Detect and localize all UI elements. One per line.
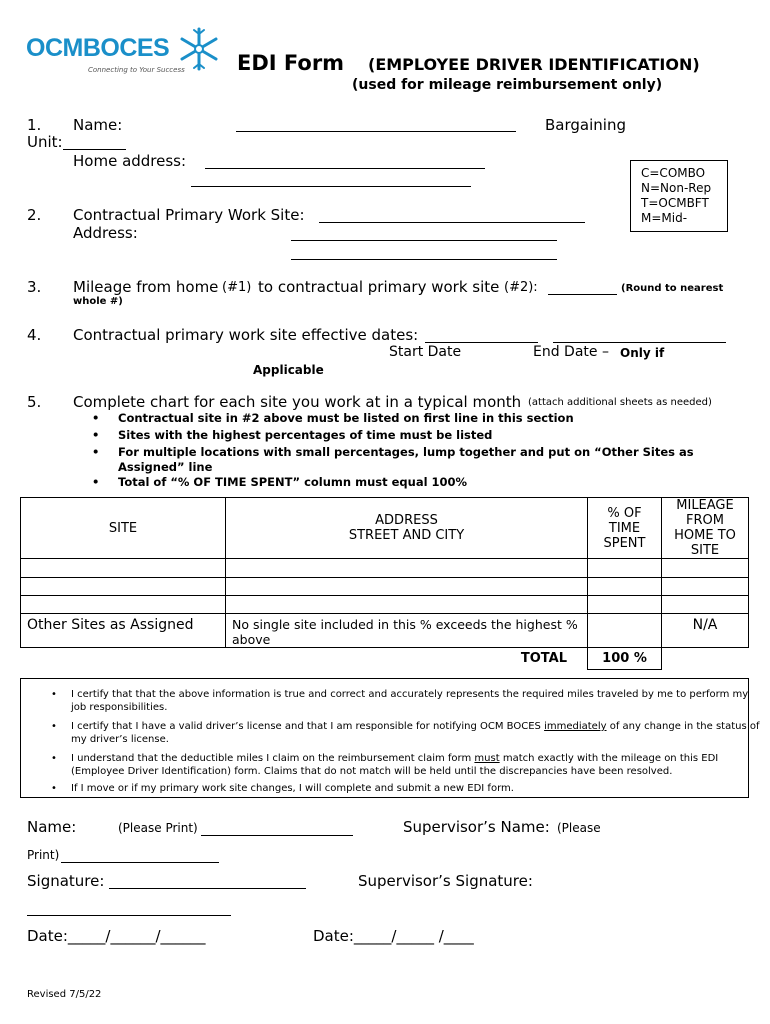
other-sites-label: Other Sites as Assigned bbox=[21, 614, 226, 648]
total-row bbox=[21, 648, 749, 670]
list-item: • Sites with the highest percentages of time must be listed bbox=[92, 428, 493, 442]
effective-dates-label: Contractual primary work site effective dates: bbox=[73, 326, 419, 344]
supervisor-date-field[interactable]: Date:_____/_____ /____ bbox=[313, 927, 474, 945]
list-item: • I understand that the deductible miles I claim on the reimbursement claim form must match exactly with the mileage on this EDI (Employee Driver Identification) form. Claims that do not match will be held until the discrepancies have been resolved. bbox=[51, 753, 719, 777]
supervisor-name-field[interactable] bbox=[61, 862, 219, 863]
col-address-header: ADDRESS STREET AND CITY bbox=[226, 498, 588, 559]
legend-item: N=Non-Rep bbox=[641, 181, 712, 195]
section4-number: 4. bbox=[27, 326, 42, 344]
table-row[interactable] bbox=[21, 578, 749, 596]
section2-number: 2. bbox=[27, 206, 42, 224]
other-sites-time[interactable] bbox=[588, 614, 662, 648]
round-note-b: whole #) bbox=[73, 296, 123, 307]
supervisor-signature-label: Supervisor’s Signature: bbox=[358, 872, 533, 890]
supervisor-signature-field[interactable] bbox=[27, 915, 231, 916]
print-name-field[interactable] bbox=[201, 835, 353, 836]
sig-name-label: Name: bbox=[27, 818, 77, 836]
name-field[interactable] bbox=[236, 131, 516, 132]
home-address-field-2[interactable] bbox=[191, 186, 471, 187]
end-date-field[interactable] bbox=[553, 342, 726, 343]
chart-instructions: Complete chart for each site you work at in a typical month bbox=[73, 393, 522, 411]
form-title: (EMPLOYEE DRIVER IDENTIFICATION) bbox=[368, 55, 700, 74]
supervisor-print-label: Print) bbox=[27, 848, 60, 862]
certification-box bbox=[20, 678, 760, 798]
legend-item: T=OCMBFT bbox=[641, 196, 709, 210]
total-label: TOTAL bbox=[226, 648, 588, 670]
name-label: Name: bbox=[73, 116, 123, 134]
signature-field[interactable] bbox=[109, 888, 306, 889]
home-address-field-1[interactable] bbox=[205, 168, 485, 169]
col-mileage-header: MILEAGE FROM HOME TO SITE bbox=[662, 498, 749, 559]
home-address-label: Home address: bbox=[73, 152, 187, 170]
bargaining-label: Bargaining bbox=[545, 116, 626, 134]
start-date-label: Start Date bbox=[389, 344, 462, 360]
applicable-label: Applicable bbox=[253, 363, 324, 377]
section3-number: 3. bbox=[27, 278, 42, 296]
list-item: • If I move or if my primary work site changes, I will complete and submit a new EDI form. bbox=[51, 783, 514, 794]
table-row[interactable] bbox=[21, 559, 749, 578]
logo-text: OCMBOCES bbox=[26, 34, 170, 62]
section5-number: 5. bbox=[27, 393, 42, 411]
instruction-list bbox=[92, 411, 698, 490]
round-note-a: (Round to nearest bbox=[621, 283, 724, 294]
work-site-field[interactable] bbox=[319, 222, 585, 223]
sites-table bbox=[20, 497, 749, 670]
work-address-field-1[interactable] bbox=[291, 240, 557, 241]
unit-label: Unit: bbox=[27, 133, 63, 151]
other-sites-mileage: N/A bbox=[662, 614, 749, 648]
table-header-row bbox=[21, 498, 749, 559]
total-value: 100 % bbox=[588, 648, 662, 670]
list-item: • I certify that that the above information is true and correct and accurately represents the required miles traveled by me to perform my job responsibilities. bbox=[51, 689, 749, 713]
work-address-field-2[interactable] bbox=[291, 259, 557, 260]
attach-note: (attach additional sheets as needed) bbox=[528, 397, 712, 408]
end-date-label: End Date – bbox=[533, 344, 609, 360]
mileage-ref1: (#1) bbox=[222, 280, 252, 295]
supervisor-please-label: (Please bbox=[557, 821, 601, 835]
mileage-text-b: to contractual primary work site bbox=[258, 278, 500, 296]
supervisor-name-label: Supervisor’s Name: bbox=[403, 818, 550, 836]
list-item: • Total of “% OF TIME SPENT” column must equal 100% bbox=[92, 475, 468, 489]
date-field[interactable]: Date:_____/______/______ bbox=[27, 927, 206, 945]
form-subtitle: (used for mileage reimbursement only) bbox=[352, 77, 663, 93]
unit-field[interactable] bbox=[63, 149, 126, 150]
legend-item: M=Mid- bbox=[641, 211, 688, 225]
work-site-label: Contractual Primary Work Site: bbox=[73, 206, 305, 224]
start-date-field[interactable] bbox=[425, 342, 538, 343]
revised-date: Revised 7/5/22 bbox=[27, 989, 102, 1000]
other-sites-row bbox=[21, 614, 749, 648]
form-title-prefix: EDI Form bbox=[237, 51, 345, 75]
section1-number: 1. bbox=[27, 116, 42, 134]
logo-tagline: Connecting to Your Success bbox=[88, 66, 185, 74]
bargaining-unit-legend bbox=[630, 160, 728, 232]
work-address-label: Address: bbox=[73, 224, 138, 242]
list-item: • I certify that I have a valid driver’s license and that I am responsible for notifying OCM BOCES immediately of any change in the status of my driver’s license. bbox=[51, 721, 760, 745]
mileage-field[interactable] bbox=[548, 294, 617, 295]
legend-item: C=COMBO bbox=[641, 166, 706, 180]
mileage-text-a: Mileage from home bbox=[73, 278, 219, 296]
please-print-label: (Please Print) bbox=[118, 821, 198, 835]
other-sites-address: No single site included in this % exceeds the highest % above bbox=[226, 614, 588, 648]
col-site-header: SITE bbox=[21, 498, 226, 559]
list-item: • For multiple locations with small percentages, lump together and put on “Other Sites as Assigned” line bbox=[92, 445, 694, 474]
col-time-header: % OF TIME SPENT bbox=[588, 498, 662, 559]
table-row[interactable] bbox=[21, 596, 749, 614]
only-if-label: Only if bbox=[620, 346, 665, 360]
signature-label: Signature: bbox=[27, 872, 105, 890]
list-item: • Contractual site in #2 above must be listed on first line in this section bbox=[92, 411, 574, 425]
mileage-ref2: (#2): bbox=[504, 280, 538, 295]
